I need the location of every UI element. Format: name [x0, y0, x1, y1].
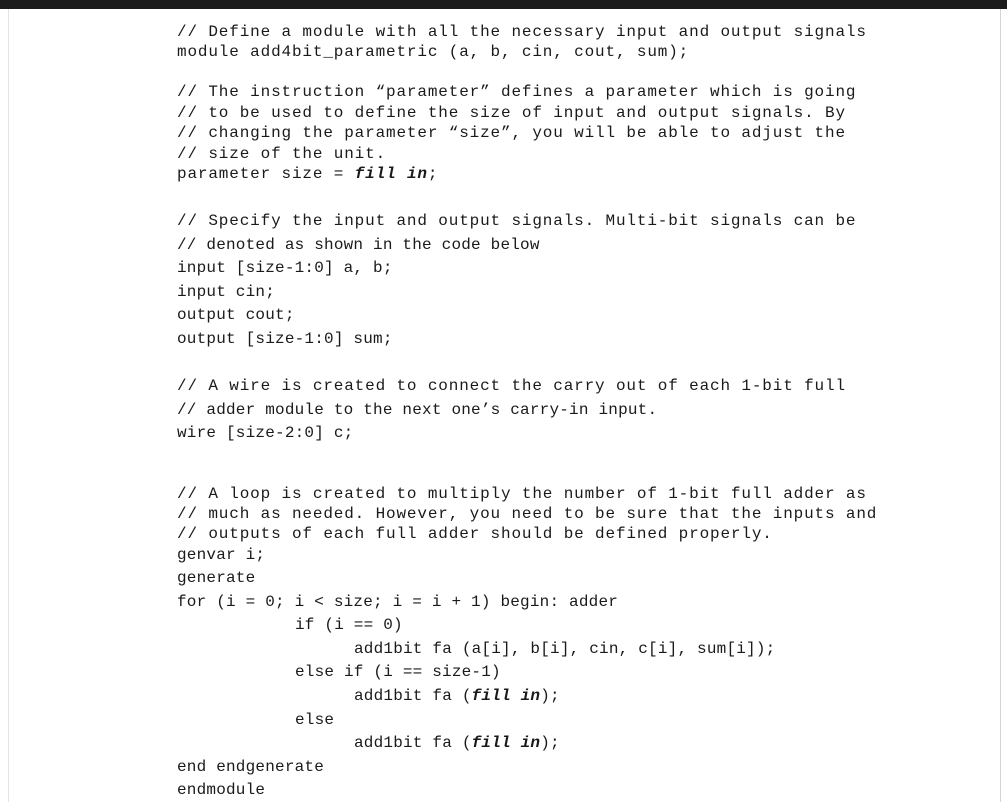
code-line: else: [295, 711, 335, 729]
page-border-right: [1000, 9, 1001, 802]
comment-line: // size of the unit.: [177, 145, 387, 163]
code-line: genvar i;: [177, 546, 266, 564]
comment-line: // outputs of each full adder should be defined properly.: [177, 525, 773, 543]
code-line: [354, 733, 560, 753]
code-line: if (i == 0): [295, 616, 403, 634]
code-text: ;: [427, 165, 439, 183]
code-line: input [size-1:0] a, b;: [177, 259, 393, 277]
code-line: generate: [177, 569, 256, 587]
parameter-line: [177, 164, 438, 184]
code-line: end endgenerate: [177, 758, 325, 776]
code-line: add1bit fa (a[i], b[i], cin, c[i], sum[i]);: [354, 640, 776, 658]
comment-line: // changing the parameter “size”, you will be able to adjust the: [177, 124, 846, 142]
page-border-left: [8, 9, 9, 802]
code-line: endmodule: [177, 781, 266, 799]
comment-line: // The instruction “parameter” defines a parameter which is going: [177, 83, 857, 101]
fill-in-blank: fill in: [354, 165, 428, 183]
code-text: );: [540, 687, 560, 705]
code-line: else if (i == size-1): [295, 663, 501, 681]
comment-line: // Specify the input and output signals. Multi-bit signals can be: [177, 212, 857, 230]
comment-line: // adder module to the next one’s carry-in input.: [177, 401, 658, 419]
code-text: );: [540, 734, 560, 752]
comment-line: // Define a module with all the necessary input and output signals: [177, 23, 867, 41]
code-line: wire [size-2:0] c;: [177, 424, 354, 442]
code-text: add1bit fa (: [354, 734, 472, 752]
code-line: input cin;: [177, 283, 276, 301]
fill-in-blank: fill in: [471, 687, 541, 705]
code-line: output cout;: [177, 306, 295, 324]
comment-line: // to be used to define the size of input and output signals. By: [177, 104, 846, 122]
comment-line: // much as needed. However, you need to be sure that the inputs and: [177, 505, 878, 523]
code-line: [354, 686, 560, 706]
verilog-code-listing: [177, 0, 917, 802]
fill-in-blank: fill in: [471, 734, 541, 752]
comment-line: // A loop is created to multiply the number of 1-bit full adder as: [177, 485, 867, 503]
code-line: output [size-1:0] sum;: [177, 330, 393, 348]
code-text: add1bit fa (: [354, 687, 472, 705]
comment-line: // A wire is created to connect the carry out of each 1-bit full: [177, 377, 846, 395]
code-text: parameter size =: [177, 165, 355, 183]
module-declaration: module add4bit_parametric (a, b, cin, cout, sum);: [177, 43, 690, 61]
code-line: for (i = 0; i < size; i = i + 1) begin: adder: [177, 593, 619, 611]
comment-line: // denoted as shown in the code below: [177, 236, 540, 254]
